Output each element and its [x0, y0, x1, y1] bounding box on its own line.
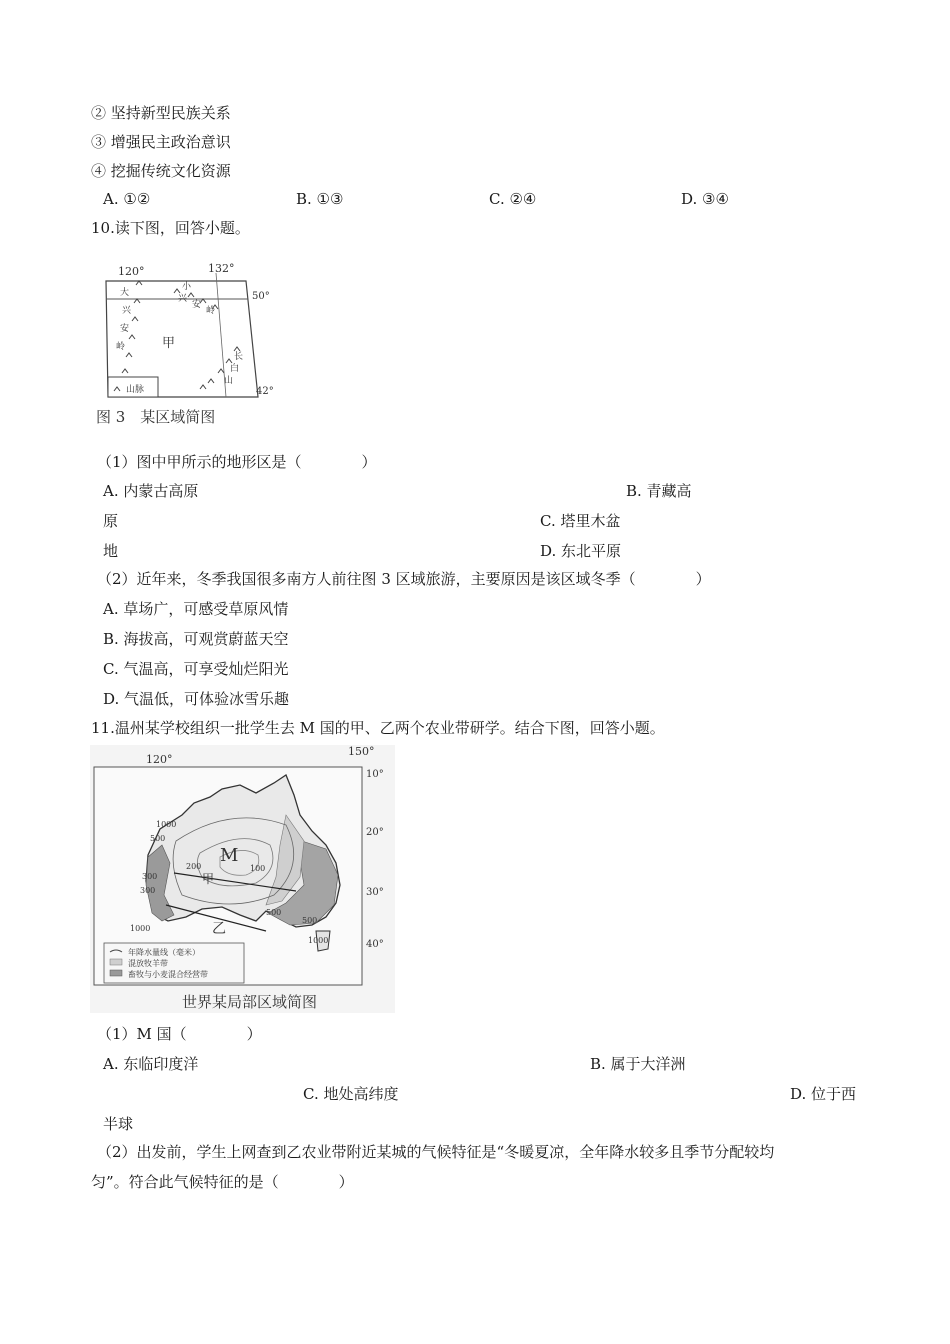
q9-option-a[interactable]: A. ①②	[103, 190, 151, 208]
q10-1-option-d[interactable]: D. 东北平原	[540, 542, 622, 560]
isohyet-label: 500	[302, 916, 318, 925]
q10-1-stem: （1）图中甲所示的地形区是（ ）	[97, 453, 377, 471]
svg-text:兴: 兴	[122, 306, 132, 316]
q11-figure	[90, 745, 395, 1013]
isohyet-label: 200	[186, 862, 202, 871]
q9-option-b[interactable]: B. ①③	[296, 190, 344, 208]
q10-1-option-c[interactable]: C. 塔里木盆	[540, 512, 621, 530]
q10-2-option-d[interactable]: D. 气温低，可体验冰雪乐趣	[103, 690, 290, 708]
q10-1-option-b[interactable]: B. 青藏高	[626, 482, 692, 500]
svg-text:长: 长	[234, 352, 244, 362]
q9-item-3: ③ 增强民主政治意识	[91, 133, 231, 151]
wheat-legend-icon	[110, 970, 122, 976]
label-m: M	[220, 845, 239, 866]
isohyet-label: 500	[266, 908, 282, 917]
lon-120-label: 120°	[118, 265, 145, 278]
q11-1-option-a[interactable]: A. 东临印度洋	[103, 1055, 199, 1073]
q9-item-2: ② 坚持新型民族关系	[91, 104, 231, 122]
lat-50-label: 50°	[252, 291, 270, 302]
q10-1-option-c-wrap: 地	[103, 542, 119, 560]
isohyet-label: 1000	[130, 924, 151, 933]
q10-2-option-c[interactable]: C. 气温高，可享受灿烂阳光	[103, 660, 289, 678]
lon-120-label: 120°	[146, 753, 173, 766]
legend-isohyet-label: 年降水量线（毫米）	[128, 948, 200, 957]
legend-grazing-label: 混放牧羊带	[128, 959, 168, 968]
q9-option-d[interactable]: D. ③④	[681, 190, 729, 208]
isohyet-label: 1000	[308, 936, 329, 945]
figure-caption: 图 3 某区域简图	[96, 408, 216, 426]
legend-wheat-label: 畜牧与小麦混合经营带	[128, 970, 208, 979]
q11-stem: 11.温州某学校组织一批学生去 M 国的甲、乙两个农业带研学。结合下图，回答小题。	[91, 719, 665, 737]
q11-1-stem: （1）M 国（ ）	[97, 1025, 262, 1043]
svg-text:安: 安	[192, 300, 202, 310]
isohyet-label: 300	[142, 872, 158, 881]
label-jia: 甲	[162, 336, 176, 351]
q10-figure	[96, 255, 276, 435]
svg-text:安: 安	[120, 324, 130, 334]
lat-20-label: 20°	[366, 827, 384, 838]
lat-10-label: 10°	[366, 769, 384, 780]
lon-150-label: 150°	[348, 745, 375, 758]
q11-2-stem-line2: 匀”。符合此气候特征的是（ ）	[91, 1173, 354, 1191]
q10-stem: 10.读下图，回答小题。	[91, 219, 250, 237]
q11-2-stem-line1: （2）出发前，学生上网查到乙农业带附近某城的气候特征是“冬暖夏凉，全年降水较多且季节分配较均	[97, 1143, 775, 1161]
q9-item-4: ④ 挖掘传统文化资源	[91, 162, 231, 180]
svg-text:兴: 兴	[178, 294, 188, 304]
q10-1-option-b-wrap: 原	[103, 512, 119, 530]
svg-text:岭: 岭	[116, 342, 126, 352]
q10-2-option-b[interactable]: B. 海拔高，可观赏蔚蓝天空	[103, 630, 289, 648]
legend-label: 山脉	[126, 385, 145, 395]
grazing-legend-icon	[110, 959, 122, 965]
q9-option-c[interactable]: C. ②④	[489, 190, 537, 208]
label-jia: 甲	[202, 872, 215, 886]
q10-1-option-a[interactable]: A. 内蒙古高原	[103, 482, 199, 500]
lat-42-label: 42°	[256, 386, 274, 397]
q11-1-option-d[interactable]: D. 位于西	[790, 1085, 857, 1103]
svg-text:山: 山	[224, 376, 234, 386]
q11-1-option-d-wrap: 半球	[103, 1115, 134, 1133]
lon-132-label: 132°	[208, 262, 235, 275]
isohyet-label: 500	[150, 834, 166, 843]
isohyet-label: 1000	[156, 820, 177, 829]
isohyet-label: 300	[140, 886, 156, 895]
lat-40-label: 40°	[366, 939, 384, 950]
lat-30-label: 30°	[366, 887, 384, 898]
q10-2-stem: （2）近年来，冬季我国很多南方人前往图 3 区域旅游，主要原因是该区域冬季（ ）	[97, 570, 711, 588]
svg-text:白: 白	[230, 364, 240, 374]
q11-1-option-b[interactable]: B. 属于大洋洲	[590, 1055, 686, 1073]
q10-2-option-a[interactable]: A. 草场广，可感受草原风情	[103, 600, 289, 618]
label-yi: 乙	[212, 921, 226, 937]
figure-caption: 世界某局部区域简图	[182, 993, 318, 1011]
isohyet-label: 100	[250, 864, 266, 873]
q11-1-option-c[interactable]: C. 地处高纬度	[303, 1085, 399, 1103]
svg-text:大: 大	[120, 288, 130, 298]
svg-text:小: 小	[182, 282, 192, 292]
svg-text:岭: 岭	[206, 306, 216, 316]
